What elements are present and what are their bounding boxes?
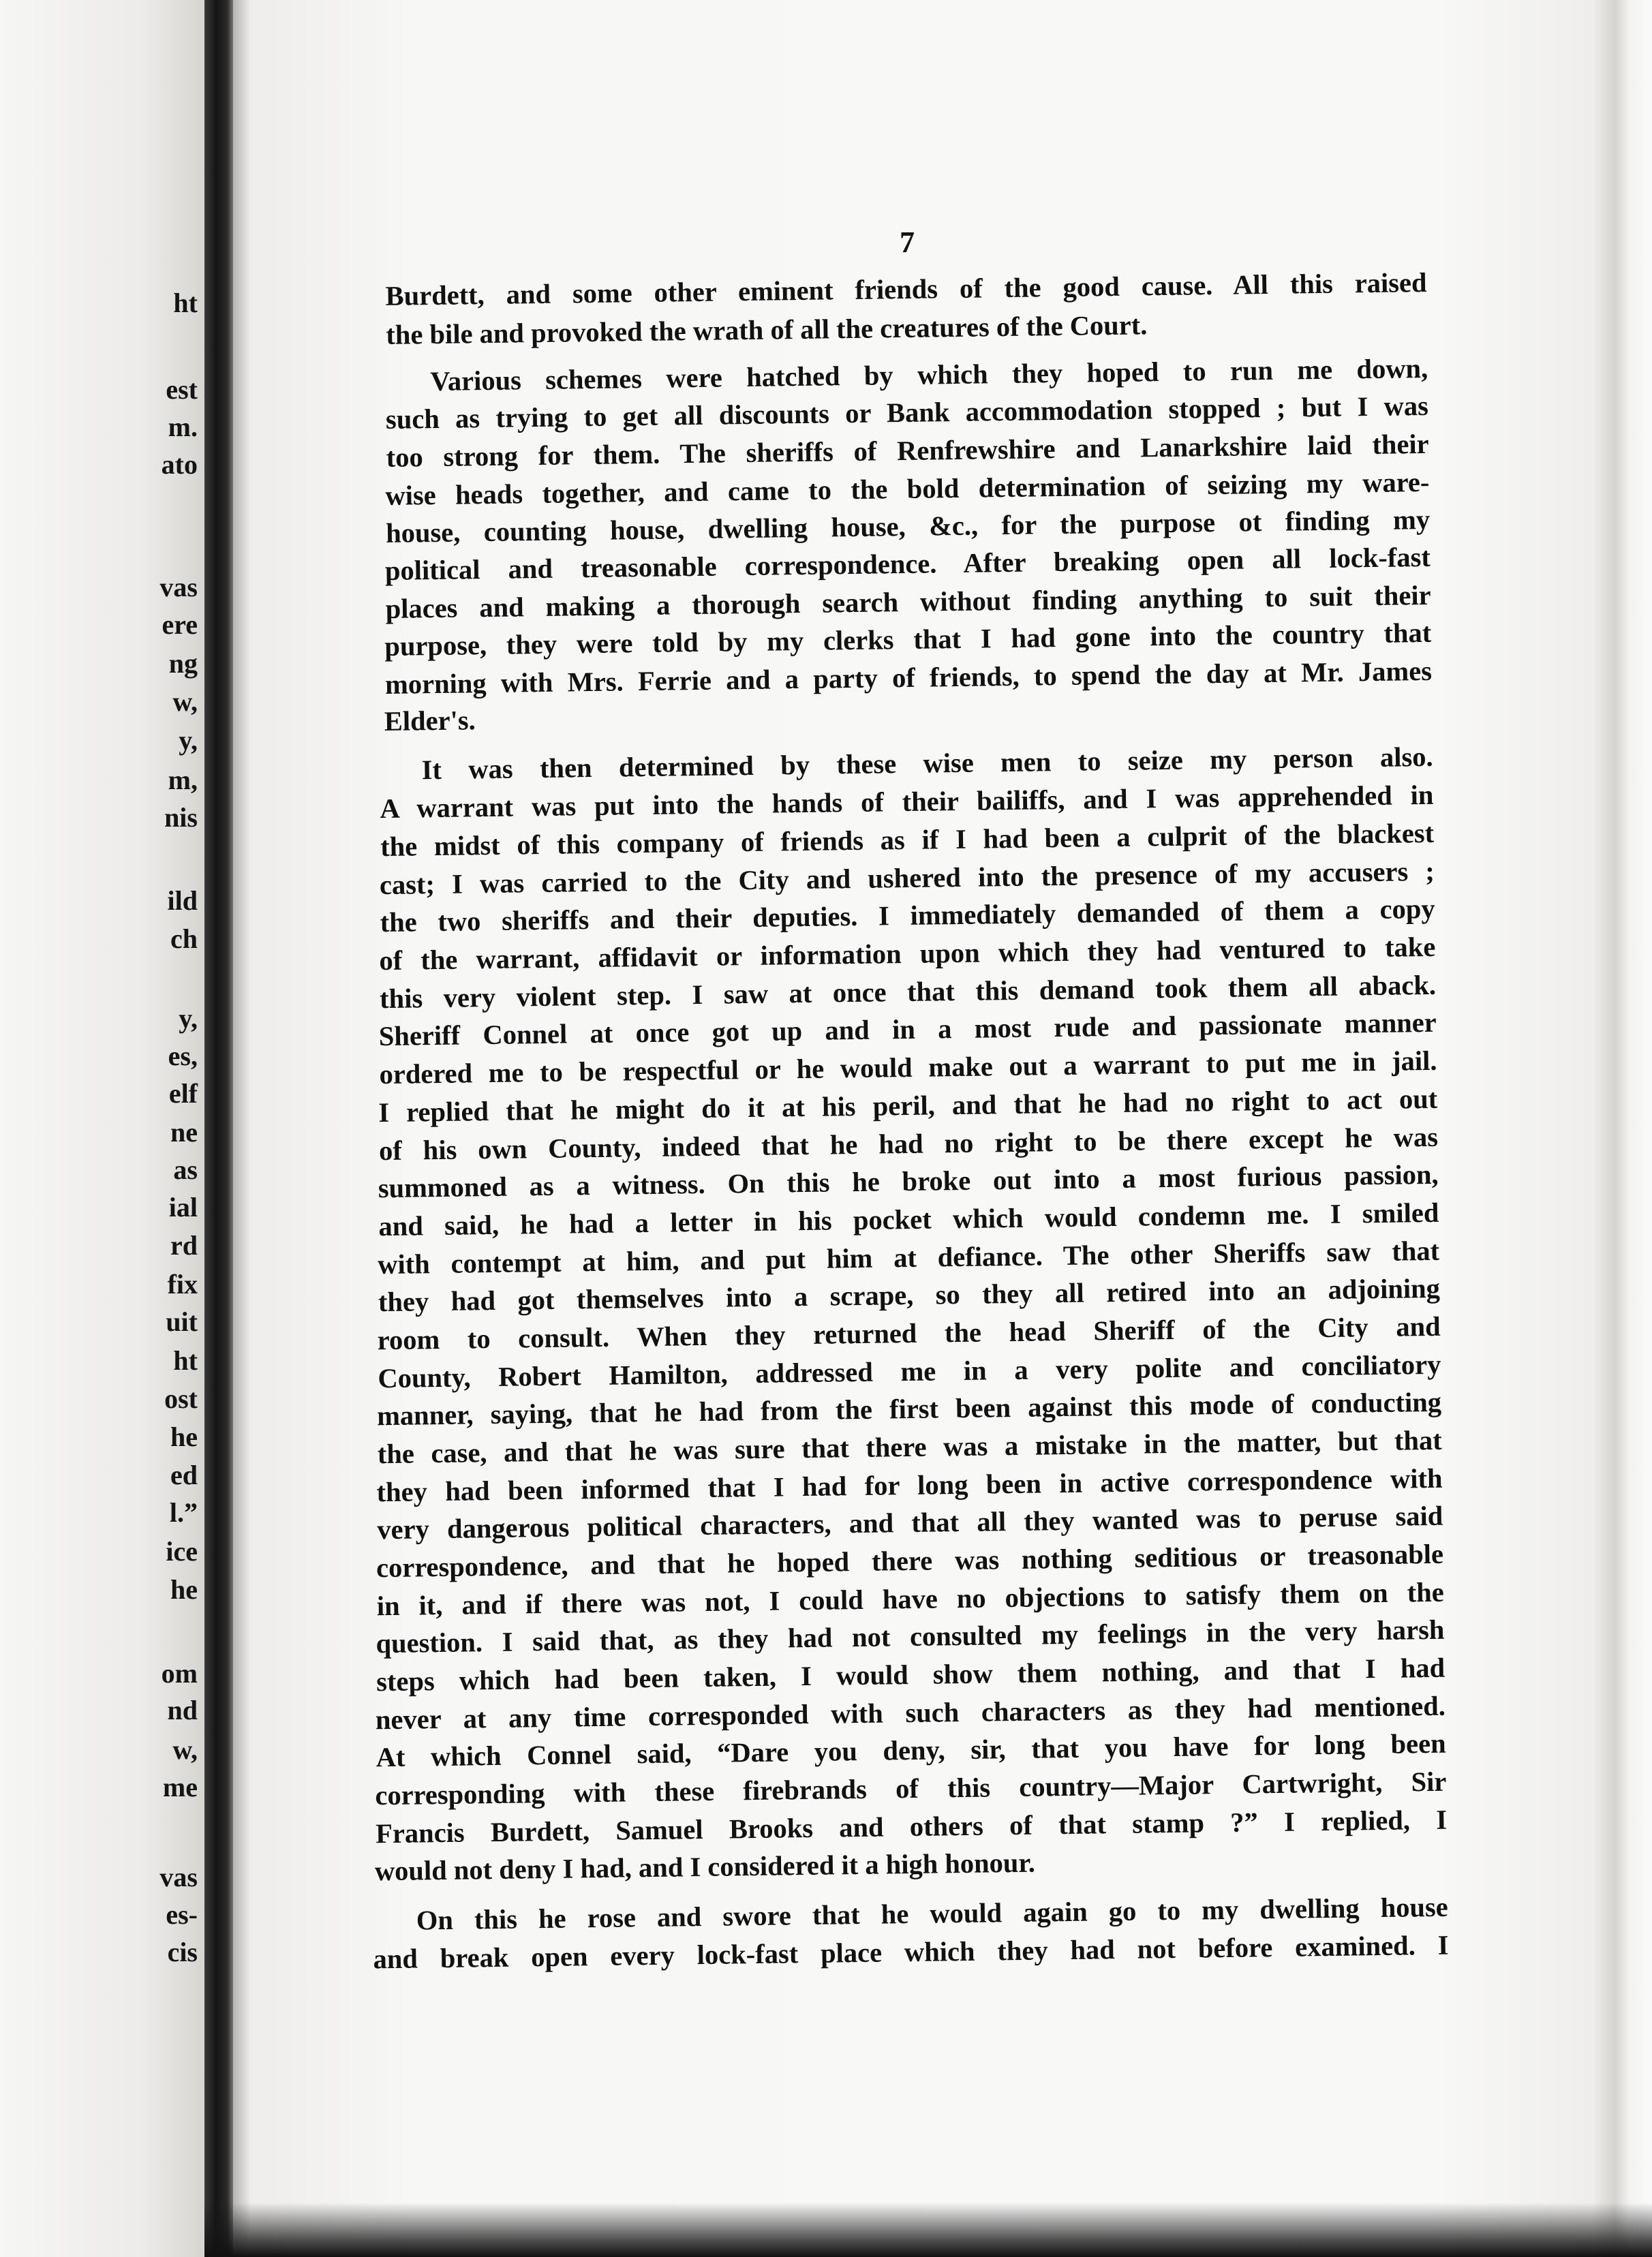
- text-line: room to consult. When they returned the head Sheriff of the City and: [377, 1310, 1441, 1356]
- facing-page-fragment: ild: [167, 885, 198, 916]
- text-line: of the warrant, affidavit or information upon which they had ventured to take: [379, 931, 1436, 977]
- page-body-text: [328, 197, 1450, 2017]
- facing-page-fragment: ht: [173, 1345, 198, 1376]
- text-line: wise heads together, and came to the bold determination of seizing my ware-: [385, 466, 1430, 511]
- facing-page-fragment: w,: [172, 1734, 198, 1765]
- text-line: with contempt at him, and put him at defiance. The other Sheriffs saw that: [377, 1235, 1440, 1280]
- facing-page-fragment: ch: [170, 923, 198, 954]
- text-line: places and making a thorough search without finding anything to suit their: [385, 579, 1431, 624]
- text-line: in it, and if there was not, I could have no objections to satisfy them on the: [376, 1576, 1444, 1622]
- facing-page-fragment: ed: [170, 1460, 198, 1490]
- facing-page-fragment: cis: [167, 1937, 198, 1967]
- facing-page-fragment: y,: [179, 725, 198, 756]
- facing-page-fragment: rd: [170, 1230, 198, 1261]
- text-line: house, counting house, dwelling house, &c., for the purpose ot finding my: [385, 504, 1431, 549]
- text-line: they had been informed that I had for long been in active correspondence with: [376, 1462, 1443, 1508]
- facing-page-fragment: es,: [168, 1041, 198, 1071]
- text-line: never at any time corresponded with such characters as they had mentioned.: [375, 1690, 1446, 1736]
- facing-page-fragment: he: [170, 1574, 198, 1605]
- text-line: At which Connel said, “Dare you deny, sir, that you have for long been: [376, 1728, 1446, 1773]
- facing-page-fragment: l.”: [169, 1497, 198, 1528]
- text-line: summoned as a witness. On this he broke out into a most furious passion,: [378, 1158, 1439, 1204]
- facing-page-fragment: m,: [168, 765, 198, 795]
- facing-page-fragment: ht: [173, 288, 198, 318]
- facing-page-fragment: est: [166, 374, 198, 405]
- facing-page-edge: [0, 0, 204, 2257]
- text-line: of his own County, indeed that he had no right to be there except he was: [378, 1121, 1439, 1167]
- facing-page-fragment: uit: [166, 1306, 198, 1337]
- facing-page-fragment: vas: [159, 572, 198, 602]
- facing-page-fragment: y,: [179, 1003, 198, 1034]
- facing-page-fragment: nis: [164, 802, 198, 833]
- text-line: they had got themselves into a scrape, so they all retired into an adjoining: [378, 1272, 1441, 1318]
- text-line: cast; I was carried to the City and ushered into the presence of my accusers ;: [379, 855, 1435, 901]
- text-line: too strong for them. The sheriffs of Renfrewshire and Lanarkshire laid their: [386, 428, 1429, 473]
- page-number: 7: [900, 226, 915, 259]
- text-line: very dangerous political characters, and that all they wanted was to peruse said: [377, 1500, 1443, 1546]
- facing-page-fragment: ng: [168, 648, 198, 679]
- facing-page-fragment: vas: [159, 1862, 198, 1892]
- facing-page-fragment: om: [161, 1658, 198, 1689]
- page-edge: [1595, 0, 1652, 2257]
- text-line: the bile and provoked the wrath of all the creatures of the Court.: [386, 309, 1148, 350]
- text-line: Various schemes were hatched by which they hoped to run me down,: [429, 352, 1428, 397]
- text-line: A warrant was put into the hands of their bailiffs, and I was apprehended in: [380, 779, 1434, 825]
- text-line: manner, saying, that he had from the first been against this mode of conducting: [376, 1386, 1442, 1432]
- facing-page-fragment: me: [162, 1772, 198, 1802]
- facing-page-fragment: ato: [161, 449, 198, 480]
- text-line: political and treasonable correspondence. After breaking open all lock-fast: [384, 541, 1431, 586]
- text-line: and said, he had a letter in his pocket which would condemn me. I smiled: [378, 1197, 1439, 1242]
- facing-page-text-fragments: [0, 0, 198, 2257]
- facing-page-fragment: m.: [168, 412, 198, 442]
- facing-page-fragment: as: [173, 1154, 198, 1185]
- text-line: steps which had been taken, I would show them nothing, and that I had: [376, 1652, 1446, 1698]
- text-line: correspondence, and that he hoped there was nothing seditious or treasonable: [376, 1538, 1444, 1584]
- facing-page-fragment: fix: [167, 1269, 198, 1300]
- text-line: question. I said that, as they had not consulted my feelings in the very harsh: [376, 1614, 1445, 1659]
- book-gutter-shadow: [204, 0, 233, 2257]
- facing-page-fragment: ice: [166, 1536, 198, 1567]
- text-line: would not deny I had, and I considered it a high honour.: [374, 1847, 1036, 1887]
- text-line: It was then determined by these wise men to seize my person also.: [421, 741, 1433, 786]
- text-line: the case, and that he was sure that there was a mistake in the matter, but that: [377, 1424, 1443, 1470]
- text-line: morning with Mrs. Ferrie and a party of friends, to spend the day at Mr. James: [384, 655, 1433, 700]
- facing-page-fragment: ial: [168, 1192, 198, 1223]
- facing-page-fragment: he: [170, 1422, 198, 1452]
- text-line: I replied that he might do it at his peril, and that he had no right to act out: [378, 1083, 1438, 1128]
- text-line: this very violent step. I saw at once that this demand took them all aback.: [379, 969, 1437, 1015]
- facing-page-fragment: w,: [172, 686, 198, 717]
- text-line: On this he rose and swore that he would again go to my dwelling house: [416, 1891, 1449, 1936]
- facing-page-fragment: ne: [170, 1117, 198, 1148]
- facing-page-fragment: ere: [162, 609, 198, 640]
- bottom-edge-shadow: [204, 2202, 1652, 2257]
- text-line: Burdett, and some other eminent friends of the good cause. All this raised: [385, 266, 1427, 311]
- text-line: the two sheriffs and their deputies. I immediately demanded of them a copy: [380, 893, 1435, 938]
- text-line: ordered me to be respectful or he would make out a warrant to put me in jail.: [379, 1045, 1437, 1090]
- text-line: such as trying to get all discounts or Bank accommodation stopped ; but I was: [385, 390, 1429, 435]
- text-line: Francis Burdett, Samuel Brooks and others of that stamp ?” I replied, I: [375, 1804, 1448, 1849]
- facing-page-fragment: elf: [168, 1078, 198, 1109]
- text-line: purpose, they were told by my clerks that I had gone into the country that: [384, 617, 1432, 662]
- facing-page-fragment: ost: [164, 1383, 198, 1414]
- text-line: Sheriff Connel at once got up and in a most rude and passionate manner: [378, 1007, 1437, 1052]
- text-line: Elder's.: [384, 705, 476, 737]
- text-line: corresponding with these firebrands of this country—Major Cartwright, Sir: [375, 1766, 1447, 1811]
- facing-page-fragment: es-: [166, 1899, 198, 1930]
- facing-page-fragment: nd: [167, 1695, 198, 1725]
- text-line: and break open every lock-fast place which they had not before examined. I: [373, 1929, 1449, 1975]
- text-line: County, Robert Hamilton, addressed me in a very polite and conciliatory: [378, 1349, 1441, 1394]
- gutter-highlight: [233, 0, 249, 2257]
- text-line: the midst of this company of friends as if I had been a culprit of the blackest: [380, 817, 1435, 863]
